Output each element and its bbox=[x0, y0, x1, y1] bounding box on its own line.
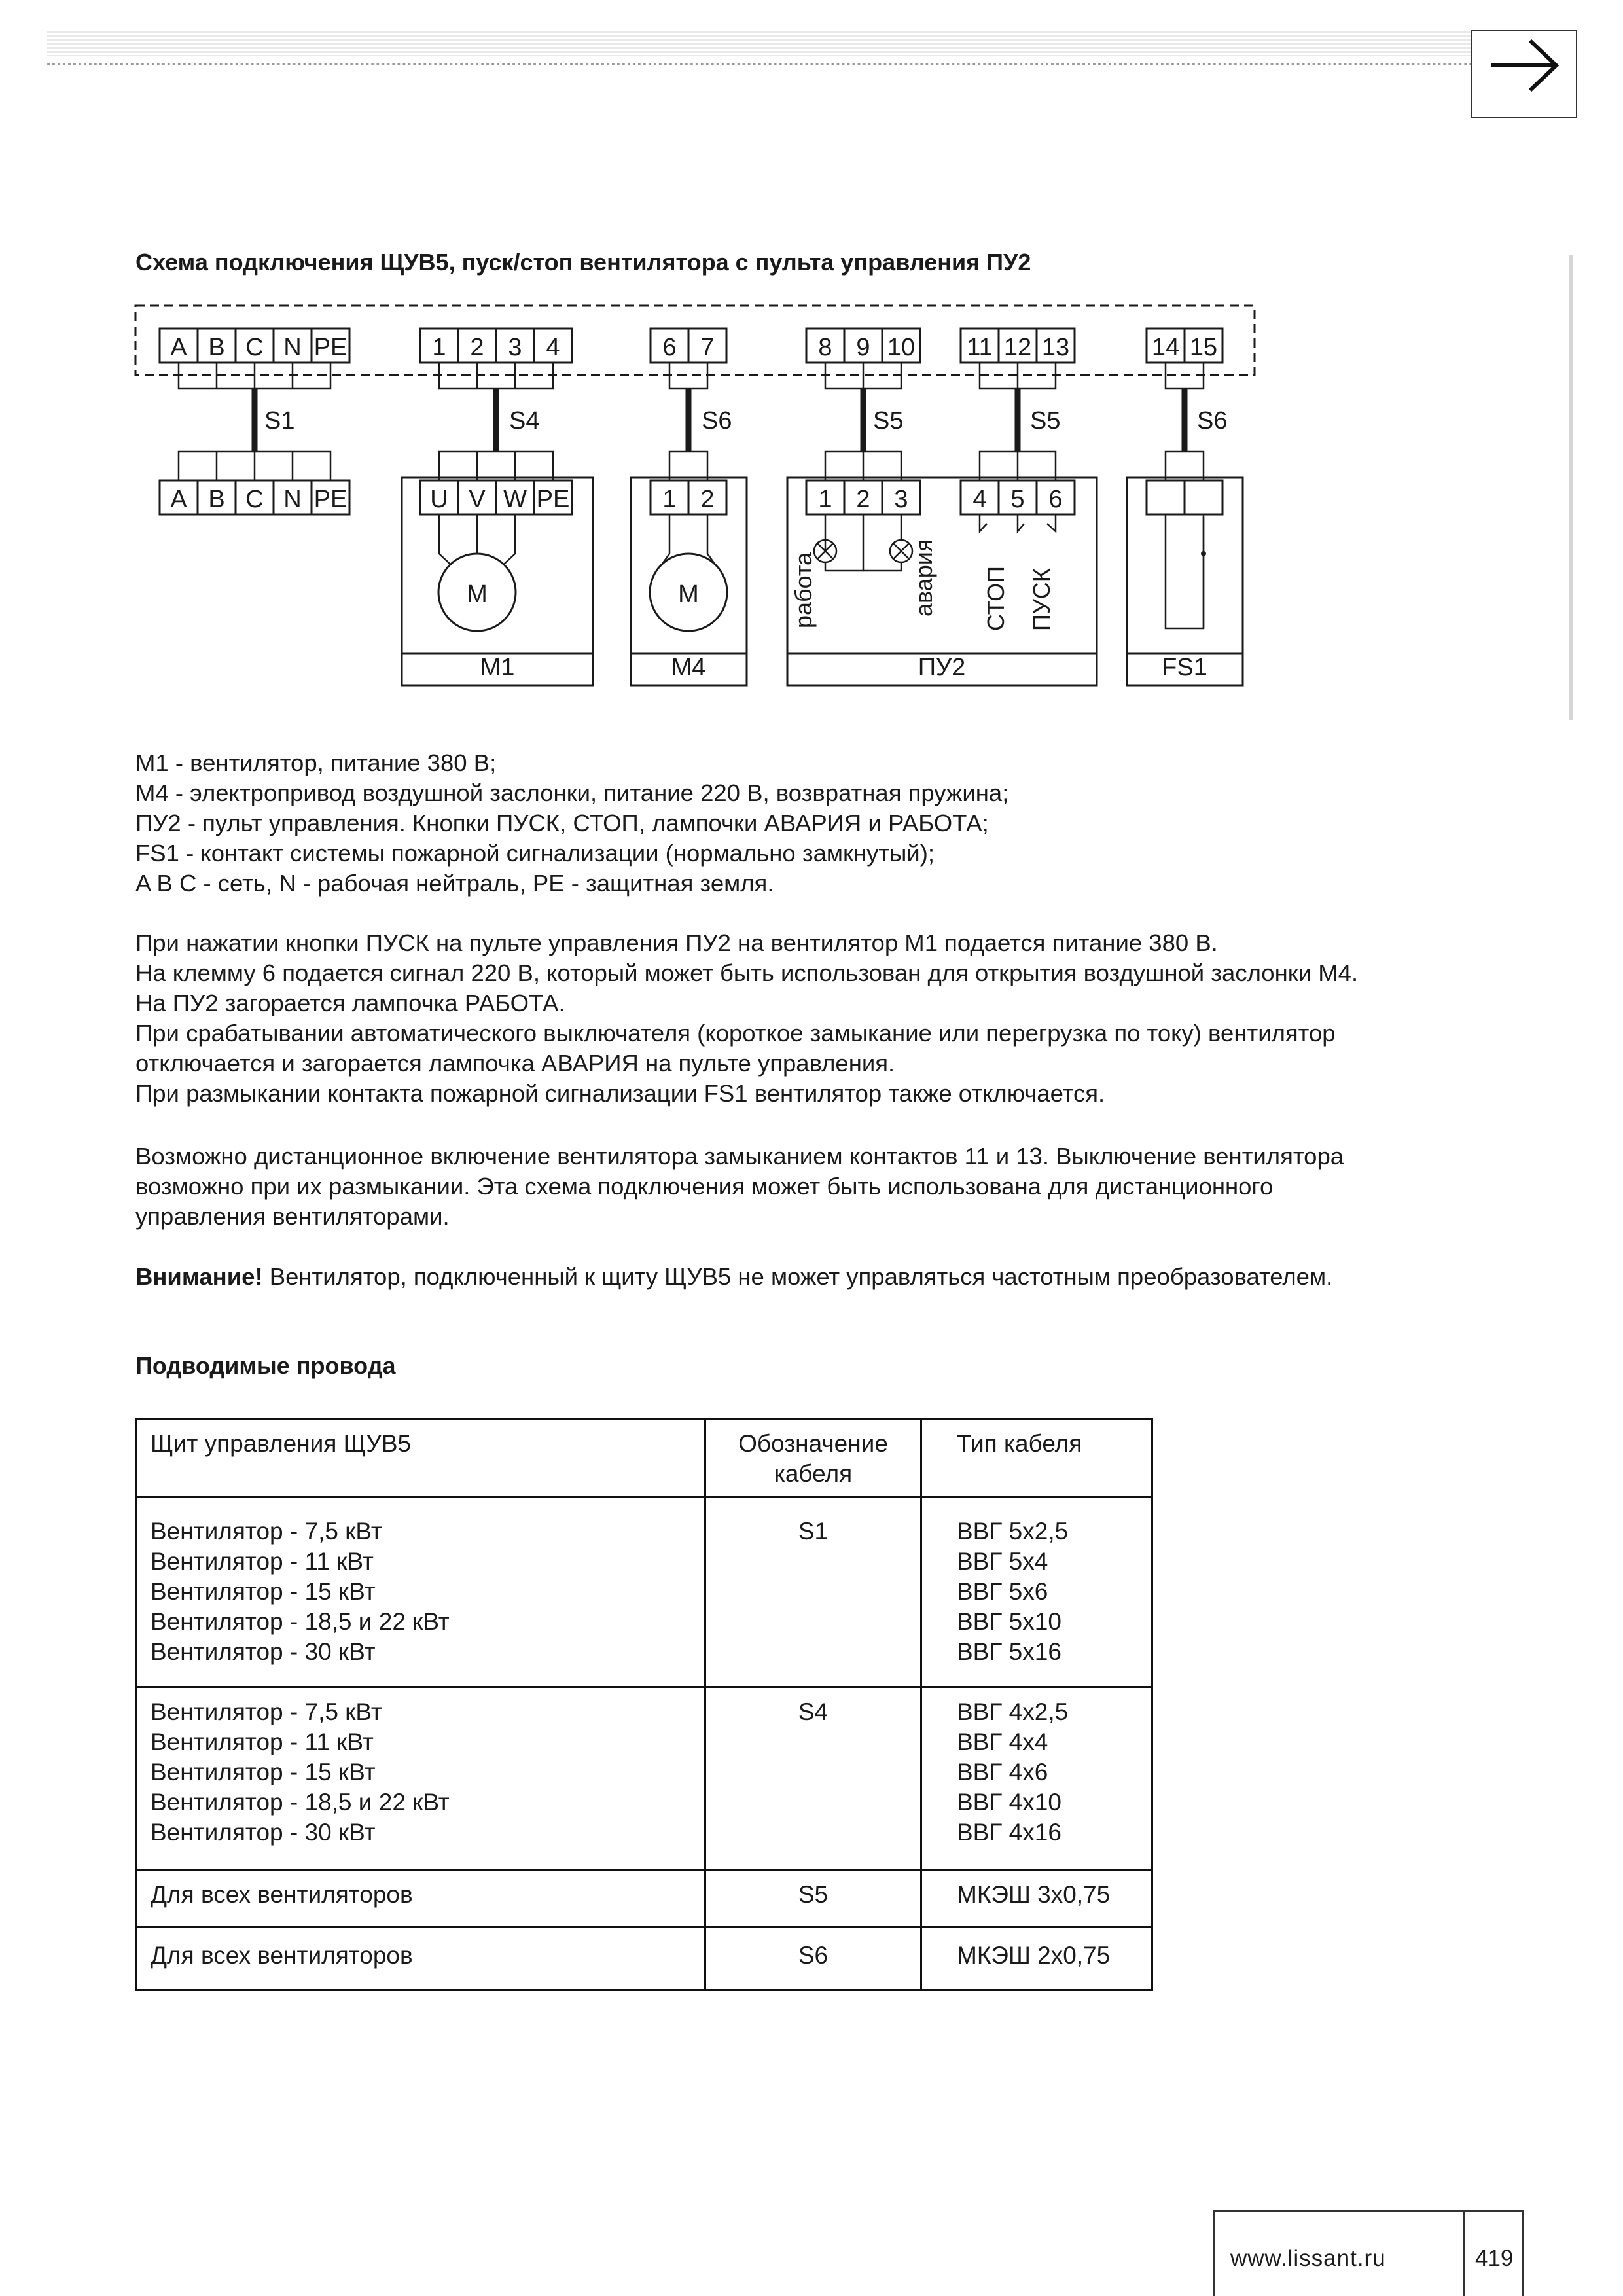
lamp-alarm-label: авария bbox=[910, 539, 937, 617]
remote-note bbox=[135, 1141, 1344, 1232]
legend-line: M1 - вентилятор, питание 380 В; bbox=[135, 749, 497, 776]
terminal-label: 3 bbox=[508, 334, 522, 361]
motor-symbol: M bbox=[678, 581, 699, 608]
warning-text: Вентилятор, подключенный к щиту ЩУВ5 не может управляться частотным преобразователем. bbox=[262, 1263, 1333, 1290]
cable-label: S4 bbox=[509, 407, 540, 435]
cable-label: S6 bbox=[702, 407, 732, 435]
description-line: На ПУ2 загорается лампочка РАБОТА. bbox=[135, 990, 565, 1016]
table-divider bbox=[137, 1496, 1151, 1498]
terminal-label: 1 bbox=[432, 334, 446, 361]
bottom-bus-lines bbox=[179, 452, 1204, 480]
footer-url-link[interactable]: www.lissant.ru bbox=[1230, 2246, 1386, 2271]
footer-divider bbox=[1463, 2212, 1465, 2296]
table-cell: S5 bbox=[798, 1881, 829, 1908]
footer bbox=[1213, 2210, 1524, 2296]
terminal-label: 2 bbox=[856, 486, 870, 513]
terminal-label: B bbox=[208, 486, 225, 513]
page-number: 419 bbox=[1475, 2246, 1514, 2271]
terminal-label: 14 bbox=[1151, 334, 1180, 361]
terminal-label: N bbox=[283, 334, 302, 361]
table-divider bbox=[920, 1420, 922, 1989]
terminal-label: PE bbox=[536, 486, 570, 513]
device-name: FS1 bbox=[1162, 654, 1207, 681]
legend-line: A B C - сеть, N - рабочая нейтраль, PE - защитная земля. bbox=[135, 870, 774, 897]
description-line: На клемму 6 подается сигнал 220 В, который может быть использован для открытия воздушной заслонки M4. bbox=[135, 960, 1359, 986]
table-divider bbox=[137, 1869, 1151, 1871]
description-line: отключается и загорается лампочка АВАРИЯ на пульте управления. bbox=[135, 1050, 895, 1077]
table-cell: S6 bbox=[798, 1942, 829, 1969]
warning-label: Внимание! bbox=[135, 1263, 263, 1290]
lamp-work-label: работа bbox=[790, 552, 817, 628]
terminal-label: 4 bbox=[972, 486, 987, 513]
terminal-label: 1 bbox=[662, 486, 677, 513]
wires-heading: Подводимые провода bbox=[135, 1352, 396, 1379]
table-cell: S1 bbox=[798, 1518, 829, 1545]
start-button-label: ПУСК bbox=[1028, 568, 1055, 631]
terminal-block-damper bbox=[651, 329, 726, 363]
table-row: Для всех вентиляторов bbox=[151, 1942, 413, 1969]
terminal-label: 12 bbox=[1003, 334, 1032, 361]
legend bbox=[135, 748, 1008, 899]
device-name: M4 bbox=[671, 654, 706, 681]
terminal-label: 8 bbox=[818, 334, 832, 361]
cable-label: S5 bbox=[1030, 407, 1061, 435]
terminal-label: 13 bbox=[1041, 334, 1070, 361]
terminal-label: 2 bbox=[470, 334, 484, 361]
legend-line: FS1 - контакт системы пожарной сигнализации (нормально замкнутый); bbox=[135, 840, 935, 867]
terminal-label: C bbox=[245, 334, 264, 361]
start-button-contact bbox=[1018, 514, 1024, 531]
table-row: Вентилятор - 7,5 кВт Вентилятор - 11 кВт Вентилятор - 15 кВт Вентилятор - 18,5 и 22 кВт Вентилятор - 30 кВт bbox=[151, 1698, 450, 1846]
terminal-label: C bbox=[245, 486, 264, 513]
terminal-label: PE bbox=[313, 486, 348, 513]
cable-label: S1 bbox=[264, 407, 295, 435]
terminal-label: 7 bbox=[700, 334, 715, 361]
table-cell: S4 bbox=[798, 1698, 829, 1725]
cable-label: S5 bbox=[873, 407, 904, 435]
terminal-label: 1 bbox=[818, 486, 832, 513]
table-cell: МКЭШ 3x0,75 bbox=[957, 1881, 1111, 1908]
remote-line: возможно при их размыкании. Эта схема подключения может быть использована для дистанционного bbox=[135, 1173, 1274, 1200]
table-cell: МКЭШ 2x0,75 bbox=[957, 1942, 1111, 1969]
terminal-label: A bbox=[170, 334, 187, 361]
table-divider bbox=[137, 1926, 1151, 1928]
diagram-title: Схема подключения ЩУВ5, пуск/стоп вентилятора с пульта управления ПУ2 bbox=[135, 249, 1031, 276]
terminal-label: W bbox=[503, 486, 527, 513]
terminal-label: 6 bbox=[1048, 486, 1063, 513]
table-row: Для всех вентиляторов bbox=[151, 1881, 413, 1908]
terminal-label: B bbox=[208, 334, 225, 361]
terminal-label: 6 bbox=[662, 334, 677, 361]
legend-line: M4 - электропривод воздушной заслонки, питание 220 В, возвратная пружина; bbox=[135, 780, 1009, 806]
terminal-label: 15 bbox=[1189, 334, 1218, 361]
description-line: При нажатии кнопки ПУСК на пульте управления ПУ2 на вентилятор M1 подается питание 380 В. bbox=[135, 929, 1218, 956]
warning bbox=[135, 1262, 1332, 1292]
description bbox=[135, 928, 1358, 1109]
terminal-label: V bbox=[469, 486, 486, 513]
remote-line: Возможно дистанционное включение вентилятора замыканием контактов 11 и 13. Выключение вентилятора bbox=[135, 1143, 1344, 1170]
terminal-label: 10 bbox=[887, 334, 916, 361]
terminal-label: 4 bbox=[546, 334, 560, 361]
cable-label: S6 bbox=[1197, 407, 1228, 435]
stop-button-label: СТОП bbox=[982, 565, 1009, 631]
terminal-label: A bbox=[170, 486, 187, 513]
terminal-label: 2 bbox=[700, 486, 715, 513]
device-name: ПУ2 bbox=[918, 654, 966, 681]
description-line: При размыкании контакта пожарной сигнализации FS1 вентилятор также отключается. bbox=[135, 1080, 1105, 1107]
table-header: Тип кабеля bbox=[957, 1430, 1082, 1457]
terminal-label: 3 bbox=[894, 486, 908, 513]
table-divider bbox=[137, 1686, 1151, 1688]
table-header: Щит управления ЩУВ5 bbox=[151, 1430, 412, 1457]
cable-table bbox=[135, 1418, 1153, 1991]
terminal-label: PE bbox=[313, 334, 348, 361]
stop-button-contact bbox=[980, 514, 987, 531]
device-name: M1 bbox=[480, 654, 515, 681]
terminal-label: U bbox=[430, 486, 448, 513]
terminal-label: 9 bbox=[856, 334, 870, 361]
wiring-diagram bbox=[0, 0, 1623, 726]
terminal-label: N bbox=[283, 486, 302, 513]
remote-line: управления вентиляторами. bbox=[135, 1203, 450, 1230]
legend-line: ПУ2 - пульт управления. Кнопки ПУСК, СТОП, лампочки АВАРИЯ и РАБОТА; bbox=[135, 810, 989, 836]
table-header: Обозначение кабеля bbox=[738, 1430, 888, 1487]
terminal-label: 5 bbox=[1010, 486, 1025, 513]
table-cell: ВВГ 5x2,5 ВВГ 5x4 ВВГ 5x6 ВВГ 5x10 ВВГ 5x16 bbox=[957, 1518, 1069, 1665]
description-line: При срабатывании автоматического выключателя (короткое замыкание или перегрузка по току) вентилятор bbox=[135, 1020, 1336, 1047]
table-row: Вентилятор - 7,5 кВт Вентилятор - 11 кВт Вентилятор - 15 кВт Вентилятор - 18,5 и 22 кВт Вентилятор - 30 кВт bbox=[151, 1518, 450, 1665]
terminal-label: 11 bbox=[967, 334, 993, 361]
motor-symbol: M bbox=[467, 581, 488, 608]
table-cell: ВВГ 4x2,5 ВВГ 4x4 ВВГ 4x6 ВВГ 4x10 ВВГ 4x16 bbox=[957, 1698, 1069, 1846]
